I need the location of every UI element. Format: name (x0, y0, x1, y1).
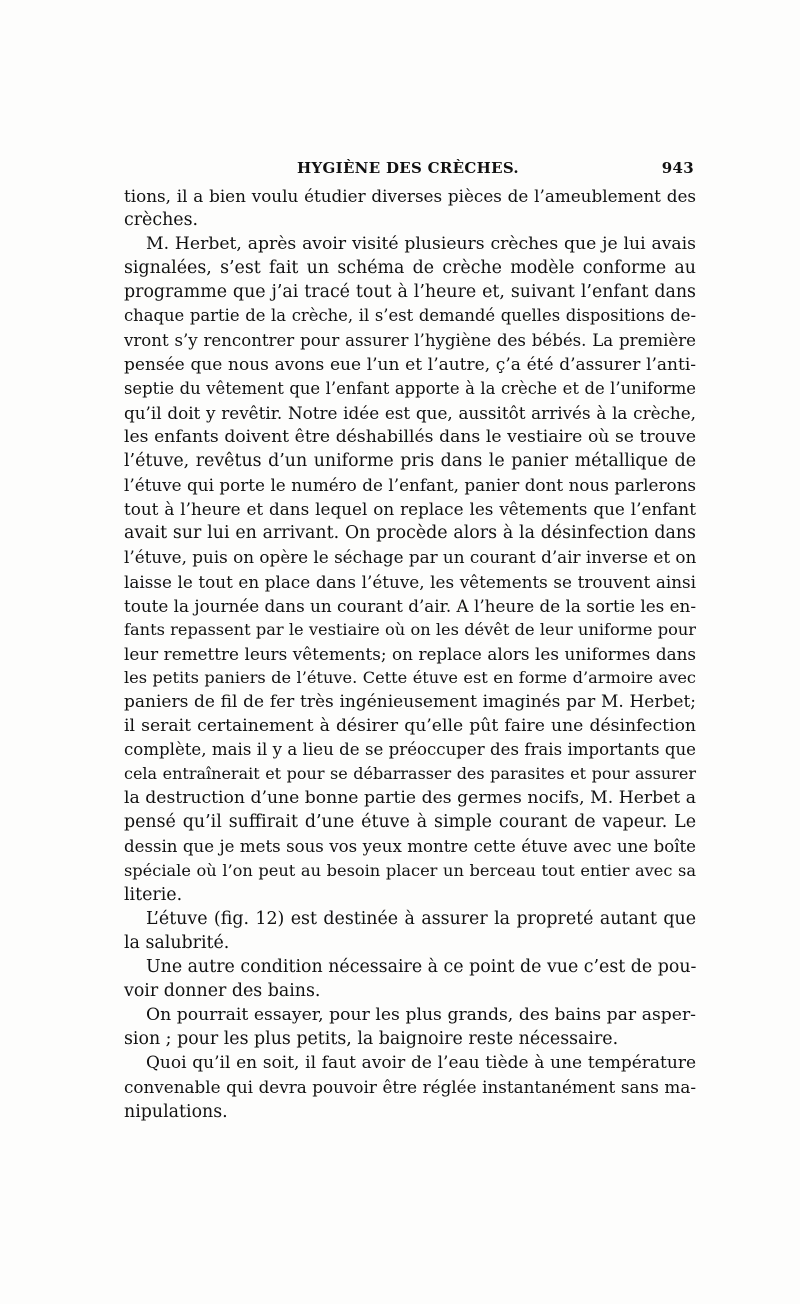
text-line: sion ; pour les plus petits, la baignoire reste nécessaire. (124, 1029, 619, 1050)
text-line: complète, mais il y a lieu de se préoccuper des frais importants que (124, 740, 696, 760)
text-line: voir donner des bains. (124, 981, 321, 1002)
page-number: 943 (661, 159, 694, 177)
text-line: convenable qui devra pouvoir être réglée instantanément sans ma- (124, 1077, 696, 1098)
text-line: laisse le tout en place dans l’étuve, les vêtements se trouvent ainsi (124, 571, 696, 592)
text-line: tout à l’heure et dans lequel on replace les vêtements que l’enfant (124, 499, 696, 520)
running-head (122, 157, 694, 181)
text-line: On pourrait essayer, pour les plus grands, des bains par asper- (146, 1005, 696, 1026)
text-line: les petits paniers de l’étuve. Cette étuve est en forme d’armoire avec (124, 667, 696, 687)
text-line: dessin que je mets sous vos yeux montre cette étuve avec une boîte (124, 836, 696, 856)
text-line: M. Herbet, après avoir visité plusieurs crèches que je lui avais (146, 234, 696, 255)
text-line: septie du vêtement que l’enfant apporte à la crèche et de l’uniforme (124, 378, 696, 398)
text-line: avait sur lui en arrivant. On procède alors à la désinfection dans (124, 523, 696, 544)
text-line: leur remettre leurs vêtements; on replace alors les uniformes dans (124, 643, 696, 664)
text-line: l’étuve, puis on opère le séchage par un courant d’air inverse et on (124, 547, 697, 568)
text-line: signalées, s’est fait un schéma de crèche modèle conforme au (124, 258, 696, 279)
text-line: la destruction d’une bonne partie des germes nocifs, M. Herbet a (124, 788, 696, 809)
text-line: crèches. (124, 210, 199, 231)
text-line: qu’il doit y revêtir. Notre idée est que, aussitôt arrivés à la crèche, (124, 402, 696, 423)
text-line: nipulations. (124, 1101, 228, 1122)
text-line: toute la journée dans un courant d’air. A l’heure de la sortie les en- (124, 595, 696, 616)
text-line: spéciale où l’on peut au besoin placer un berceau tout entier avec sa (124, 860, 696, 880)
text-line: literie. (124, 884, 183, 905)
text-line: l’étuve qui porte le numéro de l’enfant, panier dont nous parlerons (124, 475, 696, 496)
text-line: fants repassent par le vestiaire où on les dévêt de leur uniforme pour (124, 619, 696, 639)
text-line: paniers de fil de fer très ingénieusement imaginés par M. Herbet; (124, 691, 696, 712)
text-line: pensé qu’il suffirait d’une étuve à simple courant de vapeur. Le (124, 812, 696, 833)
text-line: la salubrité. (124, 932, 230, 953)
text-line: tions, il a bien voulu étudier diverses pièces de l’ameublement des (124, 186, 696, 206)
text-line: chaque partie de la crèche, il s’est demandé quelles dispositions de- (124, 306, 696, 326)
text-line: il serait certainement à désirer qu’elle pût faire une désinfection (124, 716, 696, 737)
text-line: vront s’y rencontrer pour assurer l’hygiène des bébés. La première (124, 330, 696, 350)
text-line: l’étuve, revêtus d’un uniforme pris dans le panier métallique de (124, 451, 696, 472)
text-line: programme que j’ai tracé tout à l’heure et, suivant l’enfant dans (124, 282, 696, 303)
text-line: Une autre condition nécessaire à ce point de vue c’est de pou- (146, 957, 697, 977)
body-text (124, 184, 696, 1124)
text-line: Quoi qu’il en soit, il faut avoir de l’eau tiède à une température (146, 1053, 696, 1074)
running-title: HYGIÈNE DES CRÈCHES. (297, 159, 519, 177)
text-line: L’étuve (fig. 12) est destinée à assurer la propreté autant que (146, 908, 696, 929)
text-line: pensée que nous avons eue l’un et l’autre, ç’a été d’assurer l’anti- (124, 354, 696, 375)
text-line: cela entraînerait et pour se débarrasser des parasites et pour assurer (124, 764, 696, 784)
text-line: les enfants doivent être déshabillés dans le vestiaire où se trouve (124, 426, 696, 447)
